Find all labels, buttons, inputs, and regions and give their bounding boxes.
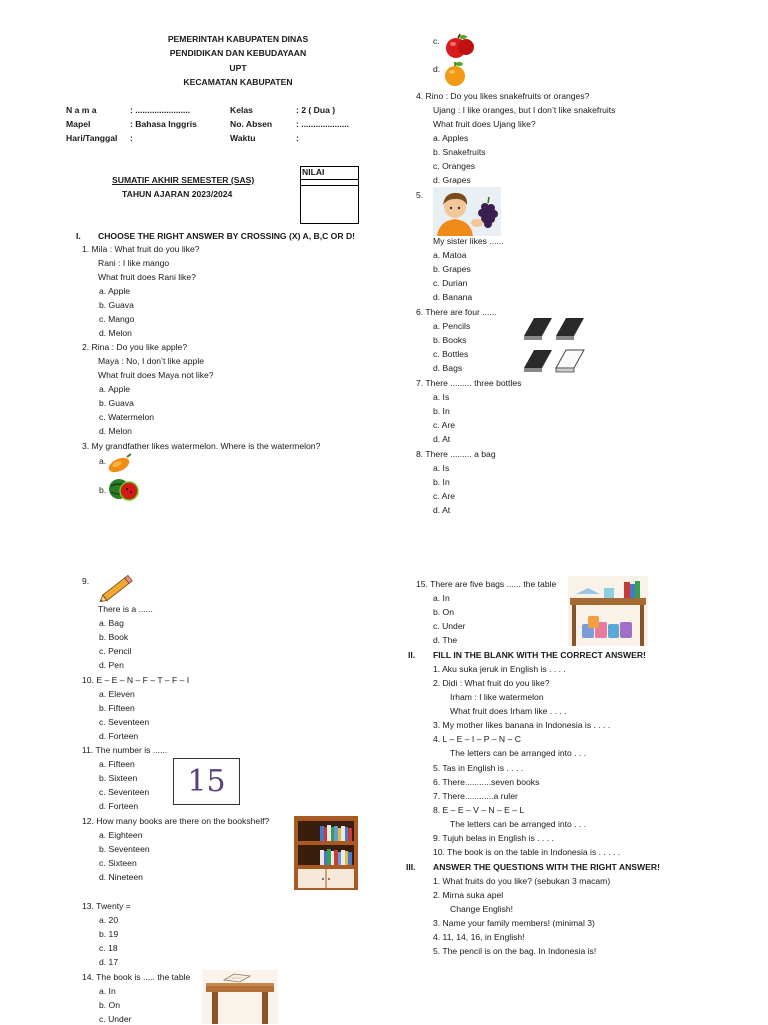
q14-option-a: a. In: [99, 986, 116, 996]
q5-option-b: b. Grapes: [433, 264, 471, 274]
q11-option-b: b. Sixteen: [99, 773, 138, 783]
mango-icon: [106, 452, 134, 474]
section2-item: 3. My mother likes banana in Indonesia is . . . .: [433, 720, 611, 730]
kelas-value: : 2 ( Dua ): [296, 105, 336, 115]
apple-icon: [443, 33, 477, 59]
q11-line1: 11. The number is ......: [82, 745, 168, 755]
q4-option-a: a. Apples: [433, 133, 469, 143]
four-books-picture: [518, 312, 590, 374]
q7-option-c: c. Are: [433, 420, 455, 430]
section3-item: 4. 11, 14, 16, in English!: [433, 932, 525, 942]
q13-option-c: c. 18: [99, 943, 118, 953]
q2-option-a: a. Apple: [99, 384, 131, 394]
q3-option-d: d.: [433, 64, 441, 74]
q3-line1: 3. My grandfather likes watermelon. Where is the watermelon?: [82, 441, 321, 451]
section2-item: The letters can be arranged into . . .: [450, 819, 587, 829]
q6-option-d: d. Bags: [433, 363, 463, 373]
section2-item: 1. Aku suka jeruk in English is . . . .: [433, 664, 566, 674]
section2-item: 6. There...........seven books: [433, 777, 540, 787]
watermelon-icon: [108, 476, 140, 502]
q1-line3: What fruit does Rani like?: [98, 272, 196, 282]
q4-option-d: d. Grapes: [433, 175, 471, 185]
q12-option-c: c. Sixteen: [99, 858, 137, 868]
section2-item: Irham : I like watermelon: [450, 692, 544, 702]
q7-option-a: a. Is: [433, 392, 450, 402]
section3-item: Change English!: [450, 904, 514, 914]
q6-option-a: a. Pencils: [433, 321, 471, 331]
q10-option-c: c. Seventeen: [99, 717, 150, 727]
number-15-box: [173, 758, 240, 805]
nama-label: N a m a: [66, 105, 97, 115]
bookshelf-picture: [294, 816, 358, 890]
section3-item: 5. The pencil is on the bag. In Indonesia is!: [433, 946, 597, 956]
absen-value: : ....................: [296, 119, 350, 129]
nama-value: : .......................: [130, 105, 191, 115]
hari-value: :: [130, 133, 133, 143]
header-line-4: KECAMATAN KABUPATEN: [183, 77, 293, 87]
section3-item: 2. Mirna suka apel: [433, 890, 504, 900]
q1-option-a: a. Apple: [99, 286, 131, 296]
q2-option-c: c. Watermelon: [99, 412, 155, 422]
mapel-value: : Bahasa Inggris: [130, 119, 197, 129]
q12-option-a: a. Eighteen: [99, 830, 143, 840]
q11-option-a: a. Fifteen: [99, 759, 135, 769]
section3-title: ANSWER THE QUESTIONS WITH THE RIGHT ANSWER!: [433, 862, 660, 872]
section2-item: 5. Tas in English is . . . .: [433, 763, 524, 773]
q9-option-d: d. Pen: [99, 660, 124, 670]
nilai-box: [300, 166, 359, 224]
q8-option-c: c. Are: [433, 491, 455, 501]
orange-icon: [443, 60, 467, 88]
section2-item: 8. E – E – V – N – E – L: [433, 805, 525, 815]
q5-option-a: a. Matoa: [433, 250, 467, 260]
q15-option-d: d. The: [433, 635, 458, 645]
q2-line3: What fruit does Maya not like?: [98, 370, 214, 380]
q13-option-a: a. 20: [99, 915, 119, 925]
q14-option-c: c. Under: [99, 1014, 132, 1024]
q8-option-d: d. At: [433, 505, 451, 515]
header-line-3: UPT: [229, 63, 247, 73]
section2-title: FILL IN THE BLANK WITH THE CORRECT ANSWER!: [433, 650, 646, 660]
section3-number: III.: [406, 862, 416, 872]
q1-line2: Rani : I like mango: [98, 258, 170, 268]
q15-option-a: a. In: [433, 593, 450, 603]
section2-item: 7. There............a ruler: [433, 791, 518, 801]
number-15-text: 15: [187, 764, 226, 799]
q13-option-b: b. 19: [99, 929, 119, 939]
waktu-value: :: [296, 133, 299, 143]
book-on-table-picture: [202, 970, 278, 1024]
section1-number: I.: [76, 231, 81, 241]
q3-option-a: a.: [99, 456, 107, 466]
q1-option-c: c. Mango: [99, 314, 135, 324]
q12-option-b: b. Seventeen: [99, 844, 150, 854]
q4-option-b: b. Snakefruits: [433, 147, 486, 157]
pencil-icon: [96, 572, 138, 606]
q10-option-b: b. Fifteen: [99, 703, 135, 713]
q4-line2: Ujang : I like oranges, but I don’t like snakefruits: [433, 105, 616, 115]
q3-option-b: b.: [99, 485, 107, 495]
q9-option-c: c. Pencil: [99, 646, 132, 656]
q10-option-a: a. Eleven: [99, 689, 135, 699]
hari-label: Hari/Tanggal: [66, 133, 118, 143]
exam-year: TAHUN AJARAN 2023/2024: [122, 189, 233, 199]
q5-option-c: c. Durian: [433, 278, 468, 288]
q3-option-c: c.: [433, 36, 440, 46]
q4-line1: 4. Rino : Do you likes snakefruits or oranges?: [416, 91, 590, 101]
section2-item: What fruit does Irham like . . . .: [450, 706, 567, 716]
waktu-label: Waktu: [230, 133, 256, 143]
q9-number: 9.: [82, 576, 90, 586]
q14-line1: 14. The book is ..... the table: [82, 972, 191, 982]
q13-option-d: d. 17: [99, 957, 119, 967]
header-line-1: PEMERINTAH KABUPATEN DINAS: [167, 34, 309, 44]
q12-option-d: d. Nineteen: [99, 872, 143, 882]
girl-grapes-picture: [433, 187, 501, 236]
q13-line1: 13. Twenty =: [82, 901, 131, 911]
section2-number: II.: [408, 650, 416, 660]
bags-under-table-picture: [568, 576, 648, 646]
q10-option-d: d. Forteen: [99, 731, 139, 741]
q12-line1: 12. How many books are there on the bookshelf?: [82, 816, 270, 826]
q9-line1: There is a ......: [98, 604, 153, 614]
q9-option-a: a. Bag: [99, 618, 124, 628]
section1-title: CHOOSE THE RIGHT ANSWER BY CROSSING (X) A, B,C OR D!: [98, 231, 356, 241]
q10-line1: 10. E – E – N – F – T – F – I: [82, 675, 190, 685]
q5-line1: My sister likes ......: [433, 236, 504, 246]
section2-item: 10. The book is on the table in Indonesia is . . . . .: [433, 847, 621, 857]
section3-item: 3. Name your family members! (minimal 3): [433, 918, 595, 928]
section2-item: The letters can be arranged into . . .: [450, 748, 587, 758]
q6-option-b: b. Books: [433, 335, 467, 345]
q15-line1: 15. There are five bags ...... the table: [416, 579, 557, 589]
q9-option-b: b. Book: [99, 632, 129, 642]
header-line-2: PENDIDIKAN DAN KEBUDAYAAN: [169, 48, 307, 58]
q7-option-b: b. In: [433, 406, 450, 416]
q4-line3: What fruit does Ujang like?: [433, 119, 536, 129]
q15-option-c: c. Under: [433, 621, 466, 631]
q11-option-c: c. Seventeen: [99, 787, 150, 797]
q2-option-b: b. Guava: [99, 398, 134, 408]
q5-option-d: d. Banana: [433, 292, 473, 302]
q2-line2: Maya : No, I don’t like apple: [98, 356, 205, 366]
absen-label: No. Absen: [230, 119, 273, 129]
q7-line1: 7. There ......... three bottles: [416, 378, 522, 388]
q14-option-b: b. On: [99, 1000, 121, 1010]
kelas-label: Kelas: [230, 105, 253, 115]
q1-option-d: d. Melon: [99, 328, 132, 338]
section2-item: 9. Tujuh belas in English is . . . .: [433, 833, 554, 843]
section2-item: 2. Didi : What fruit do you like?: [433, 678, 550, 688]
q1-line1: 1. Mila : What fruit do you like?: [82, 244, 200, 254]
q7-option-d: d. At: [433, 434, 451, 444]
q8-option-b: b. In: [433, 477, 450, 487]
q6-line1: 6. There are four ......: [416, 307, 497, 317]
q2-option-d: d. Melon: [99, 426, 132, 436]
q1-option-b: b. Guava: [99, 300, 134, 310]
q2-line1: 2. Rina : Do you like apple?: [82, 342, 188, 352]
nilai-header: NILAI: [301, 167, 358, 180]
q6-option-c: c. Bottles: [433, 349, 469, 359]
q8-option-a: a. Is: [433, 463, 450, 473]
q15-option-b: b. On: [433, 607, 455, 617]
q4-option-c: c. Oranges: [433, 161, 476, 171]
section2-item: 4. L – E – I – P – N – C: [433, 734, 521, 744]
exam-title: SUMATIF AKHIR SEMESTER (SAS): [112, 175, 255, 185]
section3-item: 1. What fruits do you like? (sebukan 3 macam): [433, 876, 611, 886]
mapel-label: Mapel: [66, 119, 91, 129]
q8-line1: 8. There ......... a bag: [416, 449, 496, 459]
q11-option-d: d. Forteen: [99, 801, 139, 811]
q5-number: 5.: [416, 190, 424, 200]
